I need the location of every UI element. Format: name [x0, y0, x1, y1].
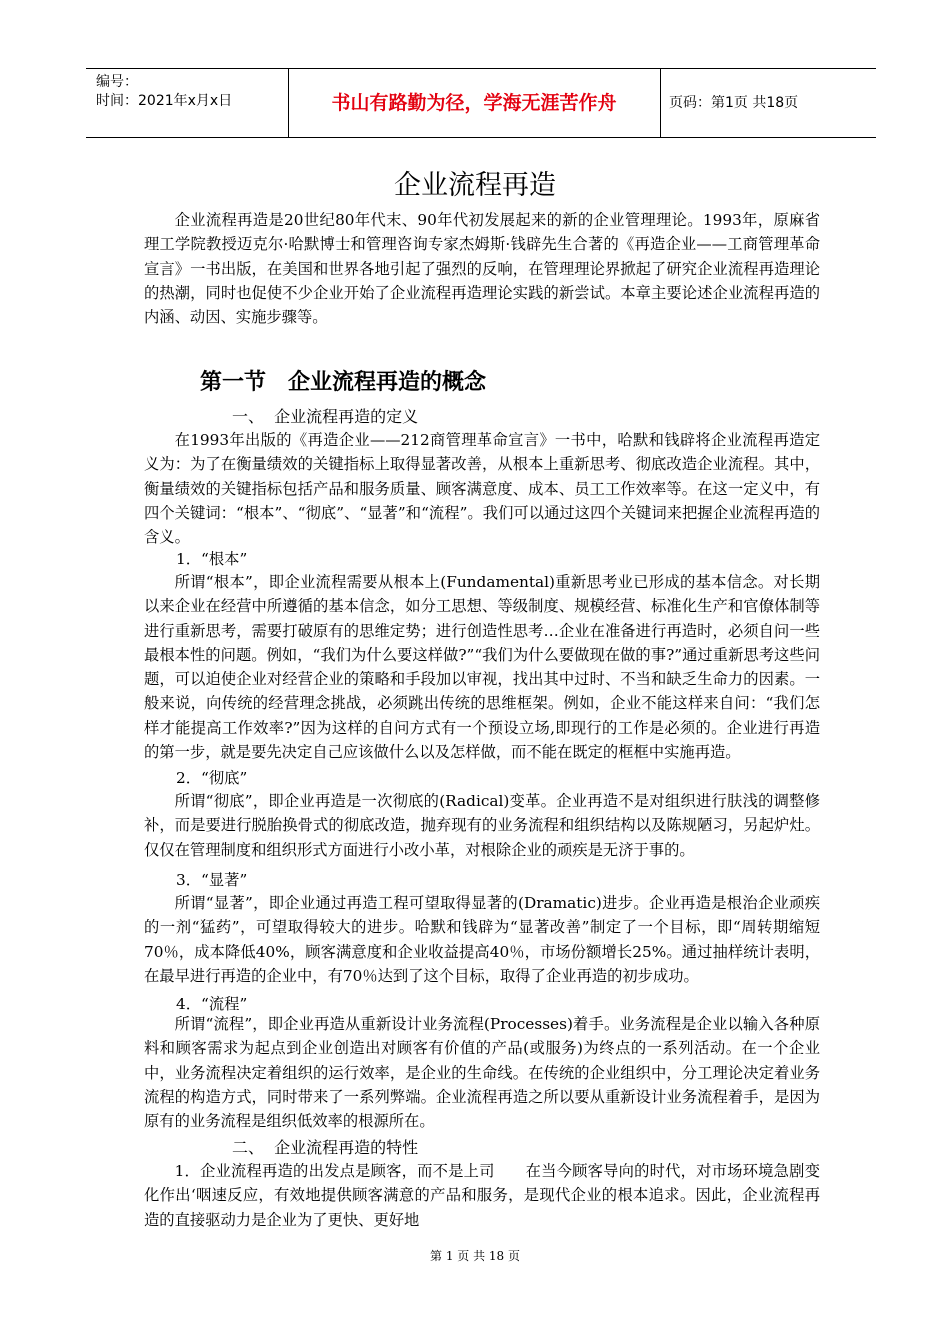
keyword-heading-processes: 4．“流程”	[176, 995, 248, 1013]
intro-paragraph: 企业流程再造是20世纪80年代末、90年代初发展起来的新的企业管理理论。1993年，原麻省理工学院教授迈克尔·哈默博士和管理咨询专家杰姆斯·钱辟先生合著的《再造企业——工商管理革命宣言》一书出版，在美国和世界各地引起了强烈的反响，在管理理论界掀起了研究企业流程再造理论的热潮，同时也促使不少企业开始了企业流程再造理论实践的新尝试。本章主要论述企业流程再造的内涵、动因、实施步骤等。	[144, 211, 820, 327]
keyword-paragraph-dramatic: 所谓“显著”，即企业通过再造工程可望取得显著的(Dramatic)进步。企业再造是根治企业顽疾的一剂“猛药”，可望取得较大的进步。哈默和钱辟为“显著改善”制定了一个目标，即“周转期缩短70％，成本降低40%，顾客满意度和企业收益提高40％，市场份额增长25%。通过抽样统计表明，在最早进行再造的企业中，有70％达到了这个目标，取得了企业再造的初步成功。	[144, 894, 820, 985]
document-time-label: 时间：2021年x月x日	[96, 93, 233, 109]
header-divider	[660, 69, 661, 137]
definition-paragraph: 在1993年出版的《再造企业——212商管理革命宣言》一书中，哈默和钱辟将企业流程再造定义为：为了在衡量绩效的关键指标上取得显著改善，从根本上重新思考、彻底改造企业流程。其中，衡量绩效的关键指标包括产品和服务质量、顾客满意度、成本、员工工作效率等。在这一定义中，有四个关键词：“根本”、“彻底”、“显著”和“流程”。我们可以通过这四个关键词来把握企业流程再造的含义。	[144, 431, 820, 547]
keyword-paragraph-radical: 所谓“彻底”，即企业再造是一次彻底的(Radical)变革。企业再造不是对组织进行肤浅的调整修补，而是要进行脱胎换骨式的彻底改造，抛弃现有的业务流程和组织结构以及陈规陋习，另起炉灶。仅仅在管理制度和组织形式方面进行小改小革，对根除企业的顽疾是无济于事的。	[144, 792, 820, 859]
section-heading: 第一节 企业流程再造的概念	[200, 370, 487, 395]
document-title: 企业流程再造	[394, 170, 556, 201]
keyword-paragraph-fundamental: 所谓“根本”，即企业流程需要从根本上(Fundamental)重新思考业已形成的基本信念。对长期以来企业在经营中所遵循的基本信念，如分工思想、等级制度、规模经营、标准化生产和官僚体制等进行重新思考，需要打破原有的思维定势；进行创造性思考…企业在准备进行再造时，必须自问一些最根本性的问题。例如，“我们为什么要这样做?”“我们为什么要做现在做的事?”通过重新思考这些问题，可以迫使企业对经营企业的策略和手段加以审视，找出其中过时、不当和缺乏生命力的因素。一般来说，向传统的经营理念挑战，必须跳出传统的思维框架。例如，企业不能这样来自问：“我们怎样才能提高工作效率?”因为这样的自问方式有一个预设立场,即现行的工作是必须的。企业进行再造的第一步，就是要先决定自己应该做什么以及怎样做，而不能在既定的框框中实施再造。	[144, 573, 820, 762]
subsection-heading-characteristics: 二、 企业流程再造的特性	[232, 1138, 419, 1157]
keyword-paragraph-processes: 所谓“流程”，即企业再造从重新设计业务流程(Processes)着手。业务流程是企业以输入各种原料和顾客需求为起点到企业创造出对顾客有价值的产品(或服务)为终点的一系列活动。在一个企业中，业务流程决定着组织的运行效率，是企业的生命线。在传统的企业组织中，分工理论决定着业务流程的构造方式，同时带来了一系列弊端。企业流程再造之所以要从重新设计业务流程着手，是因为原有的业务流程是组织低效率的根源所在。	[144, 1015, 820, 1131]
keyword-heading-dramatic: 3．“显著”	[176, 871, 248, 889]
header-motto: 书山有路勤为径，学海无涯苦作舟	[331, 92, 617, 114]
subsection-heading-definition: 一、 企业流程再造的定义	[232, 407, 419, 426]
characteristics-paragraph: 1．企业流程再造的出发点是顾客，而不是上司 在当今顾客导向的时代，对市场环境急剧变化作出‘咽速反应，有效地提供顾客满意的产品和服务，是现代企业的根本追求。因此，企业流程再造的直接驱动力是企业为了更快、更好地	[144, 1162, 820, 1229]
document-number-label: 编号：	[96, 74, 138, 90]
header-page-number: 页码：第1页 共18页	[669, 95, 799, 111]
keyword-heading-fundamental: 1．“根本”	[176, 550, 248, 568]
page-header	[86, 68, 876, 138]
page-footer: 第 1 页 共 18 页	[430, 1249, 520, 1263]
keyword-heading-radical: 2．“彻底”	[176, 769, 248, 787]
header-meta	[96, 73, 286, 111]
